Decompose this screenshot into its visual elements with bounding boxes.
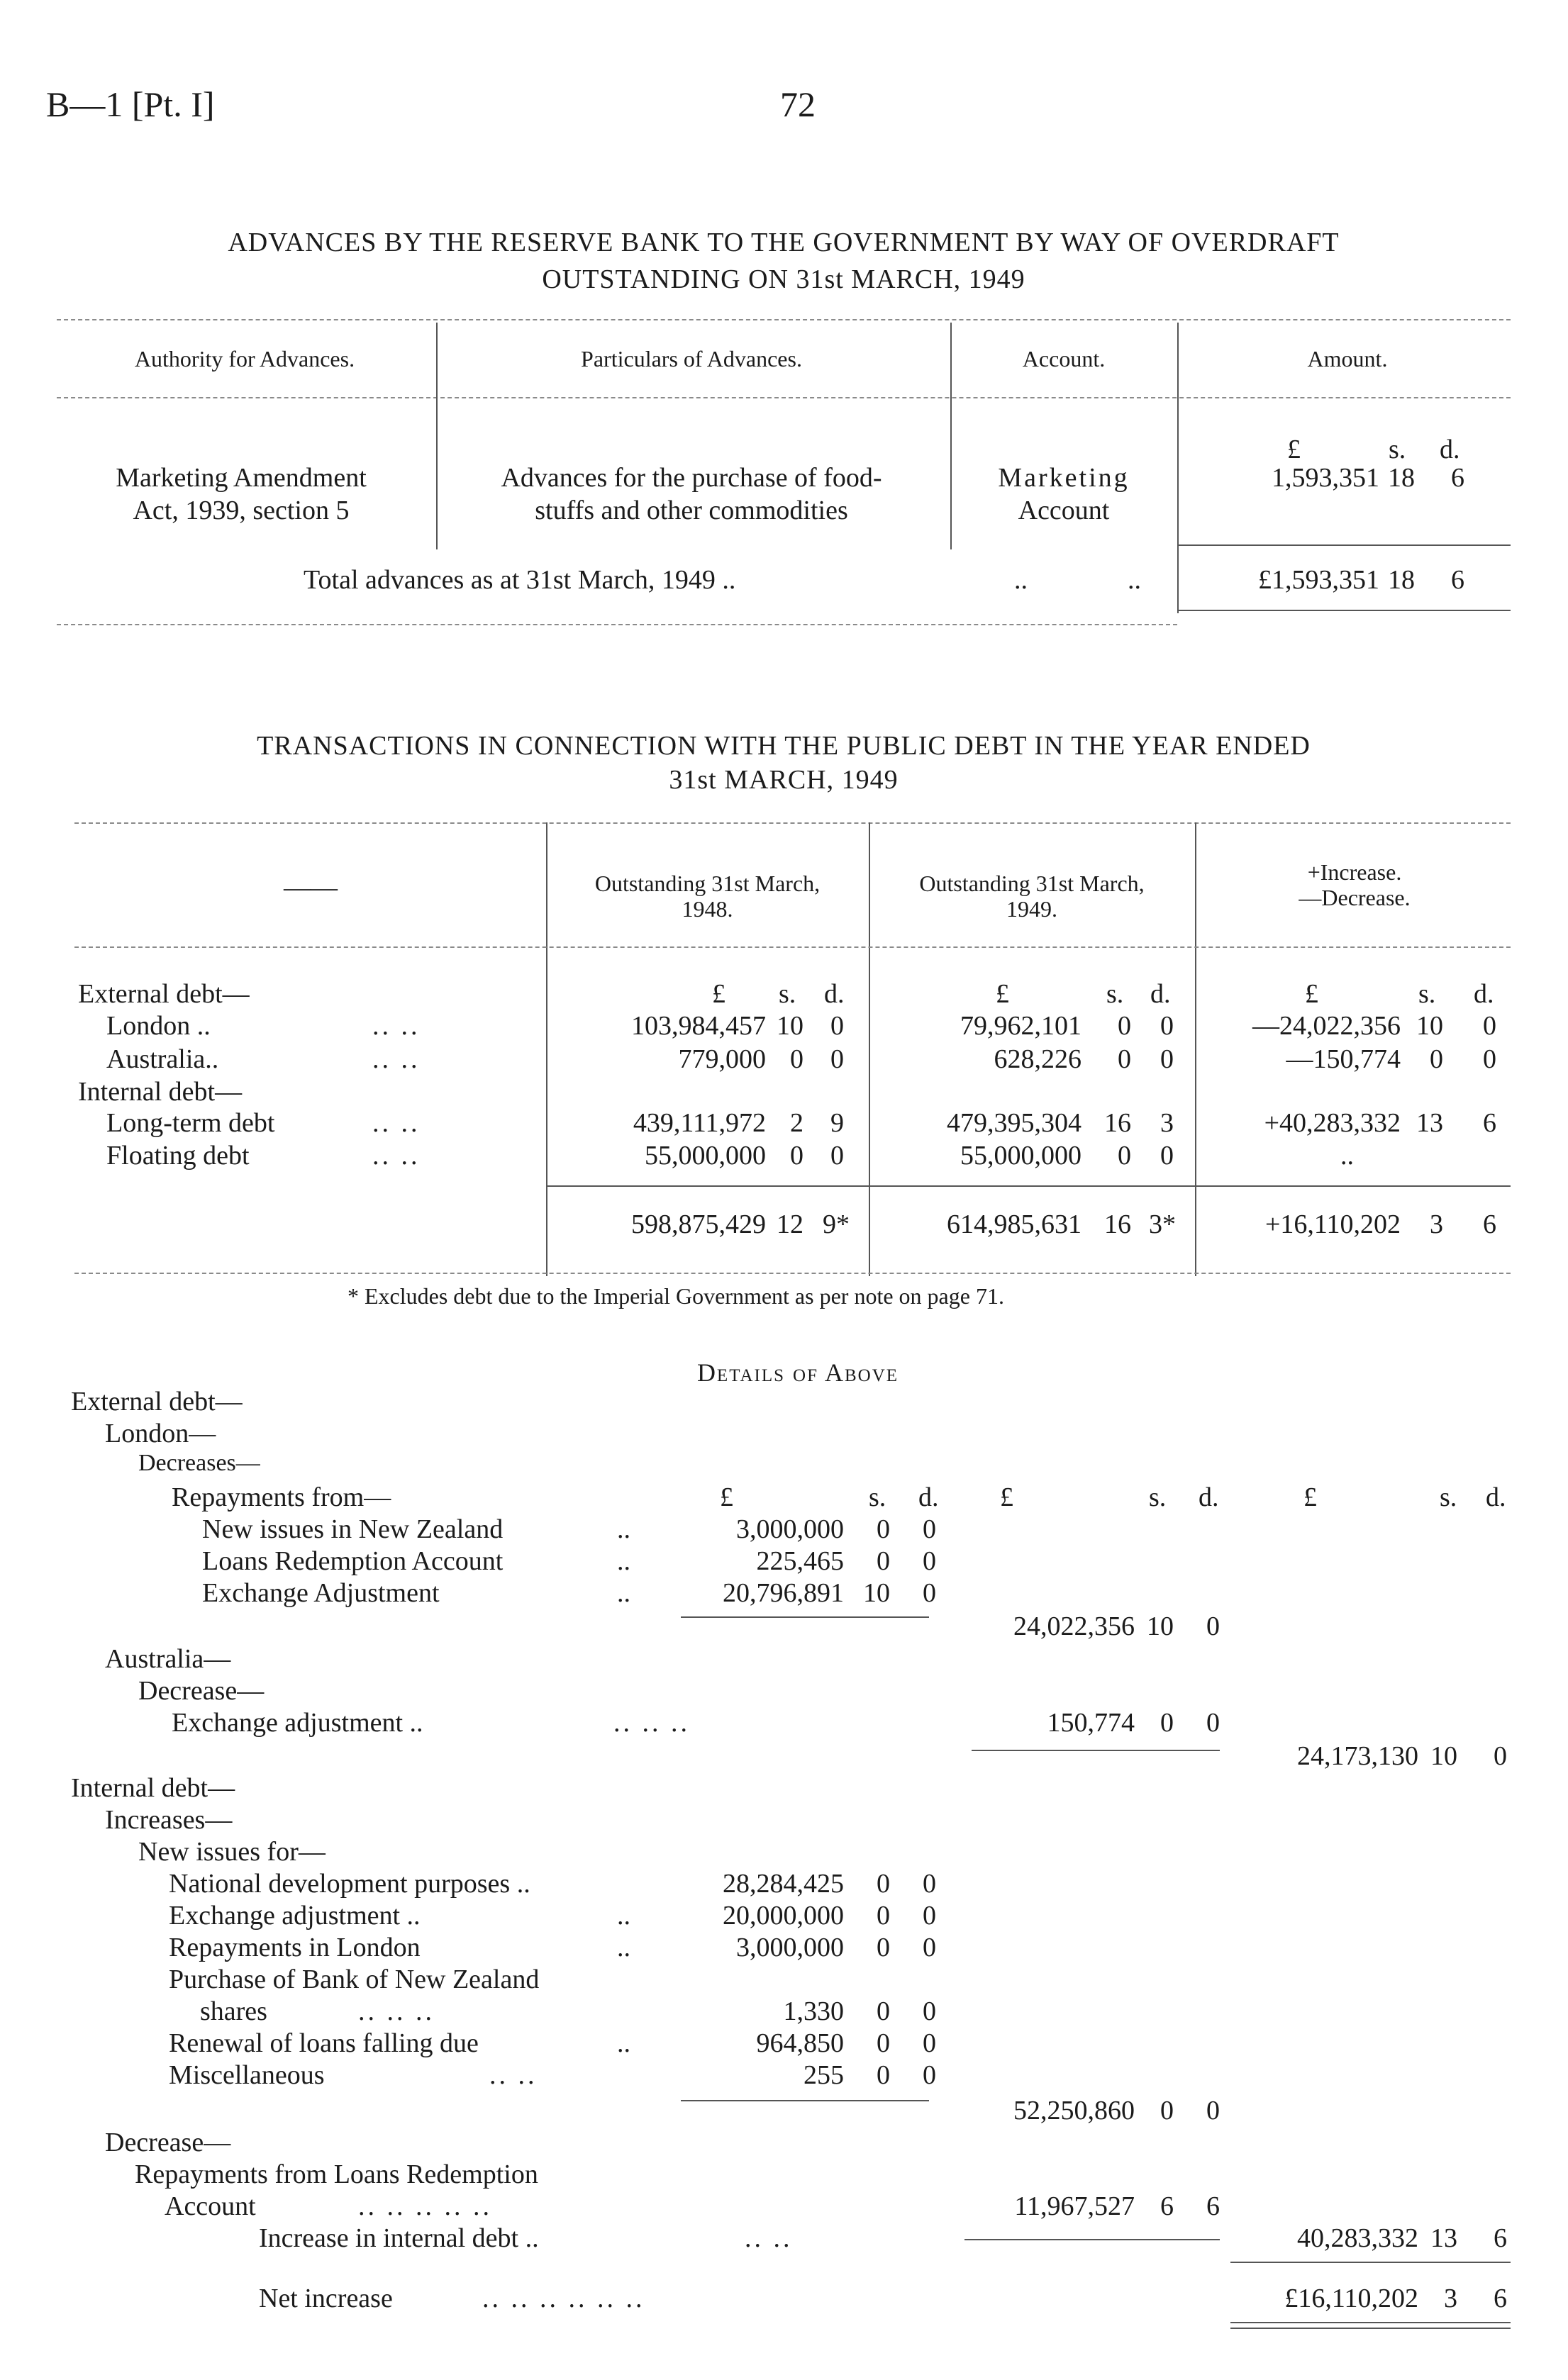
row-floating-dots: .. ..: [372, 1141, 421, 1171]
amount-pounds-unit: £: [1287, 435, 1301, 464]
c3-pounds-unit: £: [1305, 979, 1318, 1009]
advances-bottom-rule: [1177, 610, 1511, 611]
details-repay-lr-line1: Repayments from Loans Redemption: [135, 2160, 538, 2189]
details-col3-pence-unit: d.: [1486, 1482, 1506, 1512]
row-longterm-c2-s: 16: [1104, 1108, 1131, 1138]
details-aus-exchange-dots: .. .. ..: [613, 1708, 690, 1738]
details-new-issues-nz-dots: ..: [617, 1514, 630, 1544]
details-increases-subtotal-rule: [681, 2100, 929, 2101]
details-purchase-pounds: 1,330: [783, 1996, 844, 2026]
details-repay-london-pounds: 3,000,000: [736, 1933, 844, 1962]
row-london-label: London ..: [106, 1011, 211, 1041]
transactions-bottom-rule: [74, 1273, 1511, 1274]
details-repayments-from: Repayments from—: [172, 1482, 391, 1512]
details-new-issues-nz-s: 0: [877, 1514, 890, 1544]
account-line1: Marketing: [998, 463, 1130, 493]
details-loans-redemption-d: 0: [923, 1546, 936, 1576]
details-col1-pence-unit: d.: [918, 1482, 939, 1512]
details-increases-subtotal-d: 0: [1206, 2096, 1220, 2125]
row-floating-c3-dots: ..: [1340, 1141, 1354, 1171]
details-int-exchange: Exchange adjustment ..: [169, 1901, 421, 1931]
details-external-total-rule: [972, 1750, 1220, 1751]
details-net-rule-top: [1230, 2262, 1511, 2263]
details-exchange-adj-s: 10: [863, 1578, 890, 1608]
row-longterm-c1-d: 9: [830, 1108, 844, 1138]
authority-line1: Marketing Amendment: [116, 463, 367, 493]
details-exchange-adj-d: 0: [923, 1578, 936, 1608]
c1-shillings-unit: s.: [779, 979, 796, 1009]
row-longterm-c2-d: 3: [1160, 1108, 1174, 1138]
total-c2-s: 16: [1104, 1209, 1131, 1239]
details-aus-exchange-d: 0: [1206, 1708, 1220, 1738]
details-external: External debt—: [71, 1387, 243, 1417]
details-renewal-pounds: 964,850: [756, 2028, 844, 2058]
advances-title-line2: OUTSTANDING ON 31st MARCH, 1949: [542, 264, 1025, 294]
details-increase-internal-pounds: 40,283,332: [1297, 2223, 1418, 2253]
details-misc-pounds: 255: [804, 2060, 844, 2090]
c1-pounds-unit: £: [712, 979, 725, 1009]
details-exchange-adj: Exchange Adjustment: [202, 1578, 440, 1608]
advances-total-pounds: £1,593,351: [1258, 565, 1379, 595]
details-national-dev-s: 0: [877, 1869, 890, 1899]
details-net-increase-pounds: £16,110,202: [1284, 2284, 1418, 2313]
transactions-total-rule: [546, 1185, 1511, 1187]
col-1948-header-line2: 1948.: [682, 896, 733, 922]
transactions-top-rule: [74, 822, 1511, 824]
row-london-c3-d: 0: [1483, 1011, 1496, 1041]
row-australia-label: Australia..: [106, 1044, 219, 1074]
row-london-c2-pounds: 79,962,101: [960, 1011, 1082, 1041]
row-australia-c2-pounds: 628,226: [994, 1044, 1082, 1074]
details-col3-pounds-unit: £: [1303, 1482, 1317, 1512]
details-new-issues-for: New issues for—: [138, 1837, 326, 1867]
details-increase-internal-dots: .. ..: [745, 2223, 793, 2253]
col-particulars-header: Particulars of Advances.: [581, 346, 802, 371]
row-australia-c3-pounds: —150,774: [1286, 1044, 1401, 1074]
account-line2: Account: [1018, 496, 1110, 525]
total-c2-pounds: 614,985,631: [947, 1209, 1082, 1239]
row-floating-c2-s: 0: [1118, 1141, 1131, 1171]
details-increase-internal-d: 6: [1494, 2223, 1507, 2253]
c2-pounds-unit: £: [996, 979, 1009, 1009]
details-renewal: Renewal of loans falling due: [169, 2028, 479, 2058]
amount-pence: 6: [1451, 463, 1464, 493]
details-purchase-line2: shares: [200, 1996, 267, 2026]
row-london-c1-pounds: 103,984,457: [631, 1011, 766, 1041]
details-misc: Miscellaneous: [169, 2060, 325, 2090]
transactions-header-rule: [74, 946, 1511, 948]
c2-pence-unit: d.: [1150, 979, 1171, 1009]
row-australia-c1-d: 0: [830, 1044, 844, 1074]
row-longterm-c1-pounds: 439,111,972: [633, 1108, 766, 1138]
details-new-issues-nz: New issues in New Zealand: [202, 1514, 504, 1544]
row-australia-c1-s: 0: [790, 1044, 804, 1074]
details-int-exchange-d: 0: [923, 1901, 936, 1931]
doc-reference: B—1 [Pt. I]: [46, 84, 215, 124]
advances-col-divider-3: [1177, 323, 1179, 613]
details-net-increase-dots: .. .. .. .. .. ..: [482, 2284, 645, 2313]
total-c1-d: 9*: [823, 1209, 850, 1239]
details-decrease: Decrease—: [138, 1676, 265, 1706]
details-increase-internal: Increase in internal debt ..: [259, 2223, 539, 2253]
details-decreases: Decreases—: [138, 1450, 260, 1476]
col-authority-header: Authority for Advances.: [134, 346, 355, 371]
details-int-exchange-s: 0: [877, 1901, 890, 1931]
advances-top-rule: [57, 319, 1511, 320]
details-col1-pounds-unit: £: [720, 1482, 733, 1512]
total-c3-s: 3: [1430, 1209, 1443, 1239]
transactions-col-divider-3: [1195, 822, 1196, 1276]
details-increase-internal-s: 13: [1430, 2223, 1457, 2253]
total-c1-s: 12: [777, 1209, 804, 1239]
details-net-rule-double-1: [1230, 2322, 1511, 2323]
details-net-rule-double-2: [1230, 2328, 1511, 2329]
details-title: Details of Above: [696, 1358, 899, 1387]
transactions-label-header: ——: [284, 873, 338, 903]
details-net-increase: Net increase: [259, 2284, 393, 2313]
amount-shillings-unit: s.: [1389, 435, 1406, 464]
details-purchase-dots: .. .. ..: [358, 1996, 435, 2026]
row-london-dots: .. ..: [372, 1011, 421, 1041]
details-external-total-s: 10: [1430, 1741, 1457, 1771]
details-loans-redemption-dots: ..: [617, 1546, 630, 1576]
details-new-issues-nz-pounds: 3,000,000: [736, 1514, 844, 1544]
details-repay-london-dots: ..: [617, 1933, 630, 1962]
advances-total-dots1: ..: [1014, 565, 1028, 595]
advances-total-dots2: ..: [1128, 565, 1141, 595]
particulars-line2: stuffs and other commodities: [535, 496, 848, 525]
details-col2-pounds-unit: £: [1000, 1482, 1013, 1512]
col-account-header: Account.: [1022, 346, 1106, 371]
transactions-title-line2: 31st MARCH, 1949: [669, 765, 899, 795]
details-repay-lr-pounds: 11,967,527: [1014, 2191, 1135, 2221]
row-australia-c3-s: 0: [1430, 1044, 1443, 1074]
total-c2-d: 3*: [1149, 1209, 1176, 1239]
amount-shillings: 18: [1388, 463, 1415, 493]
details-repay-lr-dots: .. .. .. .. ..: [358, 2191, 492, 2221]
row-australia-c3-d: 0: [1483, 1044, 1496, 1074]
row-longterm-c3-pounds: +40,283,332: [1264, 1108, 1401, 1138]
row-australia-c1-pounds: 779,000: [678, 1044, 766, 1074]
advances-header-rule: [57, 397, 1511, 398]
details-loans-redemption: Loans Redemption Account: [202, 1546, 504, 1576]
details-aus-exchange-s: 0: [1160, 1708, 1174, 1738]
row-floating-label: Floating debt: [106, 1141, 250, 1171]
details-purchase-line1: Purchase of Bank of New Zealand: [169, 1965, 540, 1994]
details-increases-subtotal-pounds: 52,250,860: [1013, 2096, 1135, 2125]
details-misc-d: 0: [923, 2060, 936, 2090]
details-loans-redemption-pounds: 225,465: [756, 1546, 844, 1576]
details-purchase-s: 0: [877, 1996, 890, 2026]
details-exchange-adj-dots: ..: [617, 1578, 630, 1608]
total-c3-pounds: +16,110,202: [1264, 1209, 1401, 1239]
c3-pence-unit: d.: [1474, 979, 1494, 1009]
c1-pence-unit: d.: [824, 979, 845, 1009]
details-national-dev-d: 0: [923, 1869, 936, 1899]
advances-total-rule: [1177, 544, 1511, 546]
details-london-subtotal-rule: [681, 1616, 929, 1618]
row-london-c1-d: 0: [830, 1011, 844, 1041]
particulars-line1: Advances for the purchase of food-: [501, 463, 882, 493]
details-external-total-pounds: 24,173,130: [1297, 1741, 1418, 1771]
details-external-total-d: 0: [1494, 1741, 1507, 1771]
advances-end-rule: [57, 624, 1177, 625]
details-london-subtotal-d: 0: [1206, 1611, 1220, 1641]
c2-shillings-unit: s.: [1106, 979, 1124, 1009]
details-increases: Increases—: [105, 1805, 233, 1835]
details-repay-lr-s: 6: [1160, 2191, 1174, 2221]
authority-line2: Act, 1939, section 5: [133, 496, 350, 525]
col-1949-header-line2: 1949.: [1006, 896, 1057, 922]
amount-pounds: 1,593,351: [1272, 463, 1379, 493]
external-debt-heading: External debt—: [78, 979, 250, 1009]
advances-total-pence: 6: [1451, 565, 1464, 595]
details-col2-shillings-unit: s.: [1149, 1482, 1167, 1512]
total-c3-d: 6: [1483, 1209, 1496, 1239]
col-1948-header-line1: Outstanding 31st March,: [594, 871, 821, 896]
details-net-increase-d: 6: [1494, 2284, 1507, 2313]
details-loans-redemption-s: 0: [877, 1546, 890, 1576]
col-1949-header-line1: Outstanding 31st March,: [919, 871, 1145, 896]
row-london-c2-s: 0: [1118, 1011, 1131, 1041]
row-longterm-c1-s: 2: [790, 1108, 804, 1138]
row-london-c2-d: 0: [1160, 1011, 1174, 1041]
details-internal: Internal debt—: [71, 1773, 235, 1803]
details-aus-exchange-pounds: 150,774: [1047, 1708, 1135, 1738]
details-purchase-d: 0: [923, 1996, 936, 2026]
details-increase-internal-rule: [964, 2239, 1220, 2240]
row-longterm-dots: .. ..: [372, 1108, 421, 1138]
row-longterm-c3-s: 13: [1416, 1108, 1443, 1138]
row-floating-c2-pounds: 55,000,000: [960, 1141, 1082, 1171]
row-london-c3-s: 10: [1416, 1011, 1443, 1041]
details-col3-shillings-unit: s.: [1440, 1482, 1457, 1512]
details-australia: Australia—: [105, 1644, 231, 1674]
details-increases-subtotal-s: 0: [1160, 2096, 1174, 2125]
details-repay-london-s: 0: [877, 1933, 890, 1962]
details-int-exchange-pounds: 20,000,000: [723, 1901, 844, 1931]
details-national-dev-pounds: 28,284,425: [723, 1869, 844, 1899]
details-repay-lr-d: 6: [1206, 2191, 1220, 2221]
details-london-subtotal-pounds: 24,022,356: [1013, 1611, 1135, 1641]
row-longterm-c3-d: 6: [1483, 1108, 1496, 1138]
internal-debt-heading: Internal debt—: [78, 1077, 243, 1107]
details-net-increase-s: 3: [1444, 2284, 1457, 2313]
amount-pence-unit: d.: [1440, 435, 1460, 464]
row-floating-c1-s: 0: [790, 1141, 804, 1171]
row-australia-c2-s: 0: [1118, 1044, 1131, 1074]
total-c1-pounds: 598,875,429: [631, 1209, 766, 1239]
details-renewal-d: 0: [923, 2028, 936, 2058]
details-repay-lr-line2: Account: [165, 2191, 256, 2221]
advances-total-label: Total advances as at 31st March, 1949 ..: [304, 565, 736, 595]
row-australia-c2-d: 0: [1160, 1044, 1174, 1074]
col-amount-header: Amount.: [1307, 346, 1388, 371]
advances-title-line1: ADVANCES BY THE RESERVE BANK TO THE GOVERNMENT BY WAY OF OVERDRAFT: [228, 228, 1340, 257]
details-renewal-dots: ..: [617, 2028, 630, 2058]
details-exchange-adj-pounds: 20,796,891: [723, 1578, 844, 1608]
row-floating-c2-d: 0: [1160, 1141, 1174, 1171]
row-london-c3-pounds: —24,022,356: [1252, 1011, 1401, 1041]
row-longterm-c2-pounds: 479,395,304: [947, 1108, 1082, 1138]
details-renewal-s: 0: [877, 2028, 890, 2058]
transactions-col-divider-2: [869, 822, 870, 1276]
advances-col-divider-2: [950, 323, 952, 549]
row-floating-c1-d: 0: [830, 1141, 844, 1171]
details-col1-shillings-unit: s.: [869, 1482, 886, 1512]
details-national-dev: National development purposes ..: [169, 1869, 530, 1899]
transactions-footnote: * Excludes debt due to the Imperial Government as per note on page 71.: [347, 1283, 1004, 1309]
row-australia-dots: .. ..: [372, 1044, 421, 1074]
details-london: London—: [105, 1419, 216, 1448]
col-change-header-line1: +Increase.: [1307, 859, 1402, 885]
col-change-header-line2: —Decrease.: [1299, 885, 1411, 910]
details-col2-pence-unit: d.: [1199, 1482, 1219, 1512]
details-repay-london: Repayments in London: [169, 1933, 421, 1962]
row-london-c1-s: 10: [777, 1011, 804, 1041]
details-london-subtotal-s: 10: [1147, 1611, 1174, 1641]
row-longterm-label: Long-term debt: [106, 1108, 275, 1138]
row-floating-c1-pounds: 55,000,000: [645, 1141, 766, 1171]
transactions-col-divider-1: [546, 822, 547, 1276]
details-int-decrease: Decrease—: [105, 2128, 231, 2157]
details-int-exchange-dots: ..: [617, 1901, 630, 1931]
details-repay-london-d: 0: [923, 1933, 936, 1962]
details-misc-s: 0: [877, 2060, 890, 2090]
c3-shillings-unit: s.: [1418, 979, 1436, 1009]
transactions-title-line1: TRANSACTIONS IN CONNECTION WITH THE PUBLIC DEBT IN THE YEAR ENDED: [257, 731, 1311, 761]
page-number: 72: [780, 84, 816, 124]
advances-total-shillings: 18: [1388, 565, 1415, 595]
details-misc-dots: .. ..: [489, 2060, 538, 2090]
details-aus-exchange: Exchange adjustment ..: [172, 1708, 423, 1738]
details-new-issues-nz-d: 0: [923, 1514, 936, 1544]
